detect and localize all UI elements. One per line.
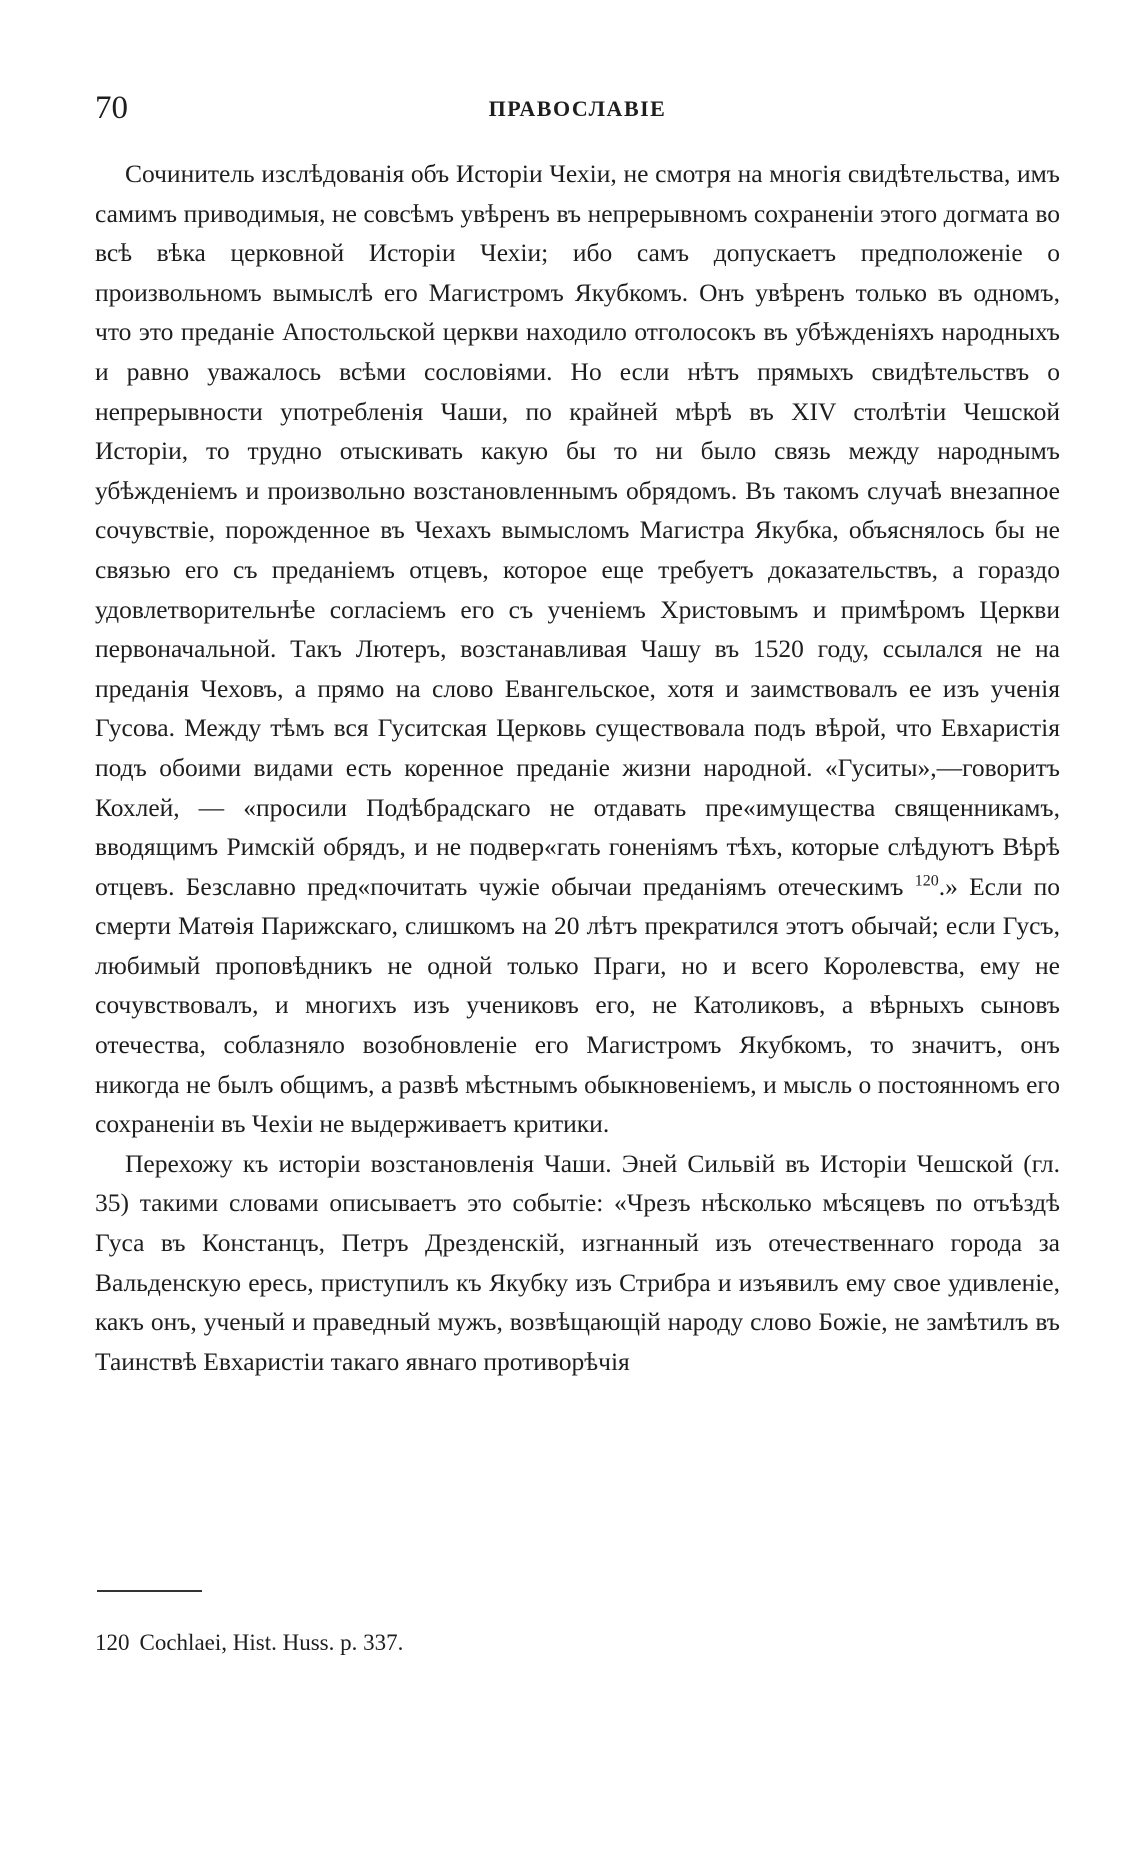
paragraph-1-text-before-ref: Сочинитель изслѣдованія объ Исторіи Чехіи, не смотря на многія свидѣтельства, имъ самимъ приводимыя, не совсѣмъ увѣренъ въ непрерывномъ сохраненіи этого догмата во всѣ вѣка церковной Исторіи Чехіи; ибо самъ допускаетъ предположеніе о произвольномъ вымыслѣ его Магистромъ Якубкомъ. Онъ увѣренъ только въ одномъ, что это преданіе Апостольской церкви находило отголосокъ въ убѣжденіяхъ народныхъ и равно уважалось всѣми сословіями. Но если нѣтъ прямыхъ свидѣтельствъ о непрерывности употребленія Чаши, по крайней мѣрѣ въ XIV столѣтіи Чешской Исторіи, то трудно отыскивать какую бы то ни было связь между народнымъ убѣжденіемъ и произвольно возстановленнымъ обрядомъ. Въ такомъ случаѣ внезапное сочувствіе, порожденное въ Чехахъ вымысломъ Магистра Якубка, объяснялось бы не связью его съ преданіемъ отцевъ, которое еще требуетъ доказательствъ, а гораздо удовлетворительнѣе согласіемъ его съ ученіемъ Христовымъ и примѣромъ Церкви первоначальной. Такъ Лютеръ, возстанавливая Чашу въ 1520 году, ссылался не на преданія Чеховъ, а прямо на слово Евангельское, хотя и заимствовалъ ее изъ ученія Гусова. Между тѣмъ вся Гуситская Церковь существовала подъ вѣрой, что Евхаристія подъ обоими видами есть коренное преданіе жизни народной. «Гуситы»,—говоритъ Кохлей, — «просили Подѣбрадскаго не отдавать пре«имущества священникамъ, вводящимъ Римскій обрядъ, и не подвер«гать гоненіямъ тѣхъ, которые слѣдуютъ Вѣрѣ отцевъ. Безславно пред«почитать чужіе обычаи преданіямъ отеческимъ — [95, 159, 1060, 901]
page-number: 70 — [95, 90, 128, 126]
footnote-divider — [97, 1590, 202, 1592]
footnote-reference: 120 — [914, 872, 939, 890]
footnote — [95, 1628, 1060, 1658]
running-head: ПРАВОСЛАВІЕ — [488, 96, 667, 121]
body-text — [95, 154, 1060, 1381]
paragraph-1-text-after-ref: .» Если по смерти Матѳія Парижскаго, слишкомъ на 20 лѣтъ прекратился этотъ обычай; если Гусъ, любимый проповѣдникъ не одной только Праги, но и всего Королевства, ему не сочувствовалъ, и многихъ изъ учениковъ его, не Католиковъ, а вѣрныхъ сыновъ отечества, соблазняло возобновленіе его Магистромъ Якубкомъ, то значитъ, онъ никогда не былъ общимъ, а развѣ мѣстнымъ обыкновеніемъ, и мысль о постоянномъ его сохраненіи въ Чехіи не выдерживаетъ критики. — [95, 871, 1060, 1139]
paragraph-2: Перехожу къ исторіи возстановленія Чаши. Эней Сильвій въ Исторіи Чешской (гл. 35) такими словами описываетъ это событіе: «Чрезъ нѣсколько мѣсяцевъ по отъѣздѣ Гуса въ Констанцъ, Петръ Дрезденскій, изгнанный изъ отечественнаго города за Вальденскую ересь, приступилъ къ Якубку изъ Стрибра и изъявилъ ему свое удивленіе, какъ онъ, ученый и праведный мужъ, возвѣщающій народу слово Божіе, не замѣтилъ въ Таинствѣ Евхаристіи такаго явнаго противорѣчія — [95, 1148, 1060, 1376]
footnote-text: Cochlaei, Hist. Huss. p. 337. — [139, 1630, 404, 1655]
footnote-marker: 120 — [95, 1630, 130, 1655]
page-header — [95, 88, 1060, 128]
paragraph-1 — [95, 154, 1060, 1144]
